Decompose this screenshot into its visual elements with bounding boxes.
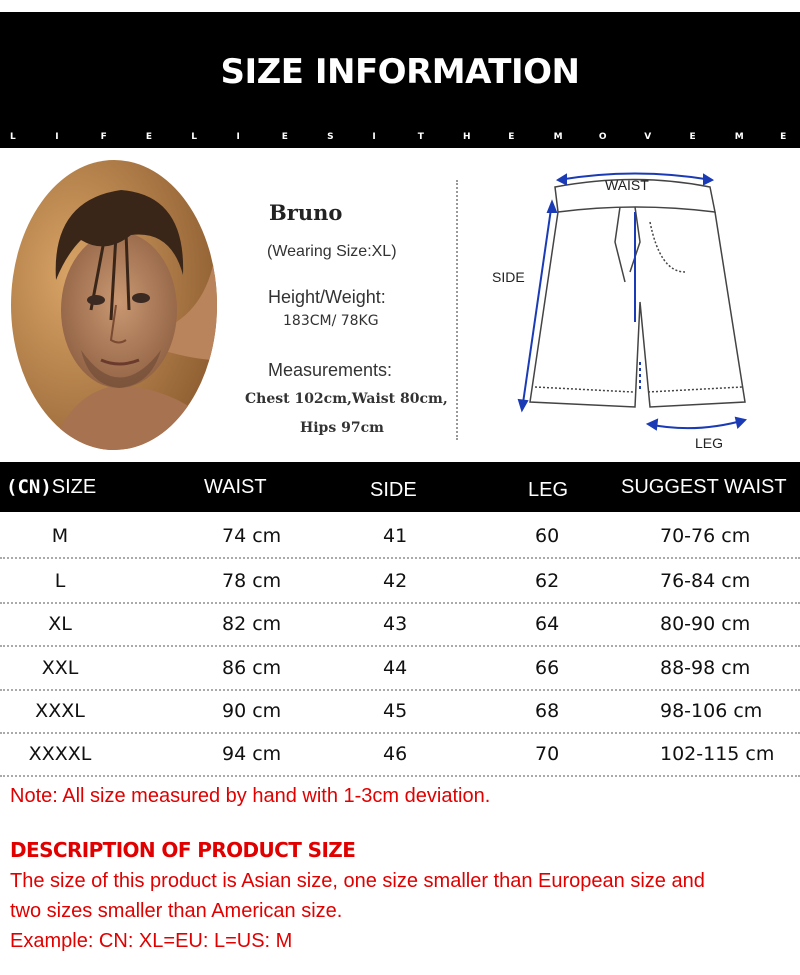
- cell-waist: 86 cm: [222, 657, 282, 679]
- waist-label: WAIST: [605, 177, 649, 193]
- description-line-2: two sizes smaller than American size.: [10, 900, 343, 922]
- cell-side: 45: [383, 700, 408, 722]
- row-separator: [0, 775, 800, 777]
- cell-side: 42: [383, 570, 408, 592]
- table-row: [0, 560, 800, 604]
- tagline-letter: F: [100, 132, 107, 142]
- cell-leg: 64: [535, 613, 560, 635]
- cell-side: 46: [383, 743, 408, 765]
- page-title: SIZE INFORMATION: [220, 52, 580, 92]
- tagline-letter: M: [734, 132, 744, 142]
- measurements-label: Measurements:: [268, 360, 393, 380]
- measurement-note: Note: All size measured by hand with 1-3cm deviation.: [10, 785, 491, 807]
- cell-suggest-waist: 80-90 cm: [660, 613, 751, 635]
- header-waist: WAIST: [204, 476, 267, 498]
- leg-arrow: [648, 420, 745, 428]
- cell-side: 44: [383, 657, 408, 679]
- cell-size: XL: [48, 613, 72, 635]
- cell-waist: 90 cm: [222, 700, 282, 722]
- side-label: SIDE: [492, 269, 525, 285]
- cell-waist: 82 cm: [222, 613, 282, 635]
- cell-waist: 78 cm: [222, 570, 282, 592]
- cell-leg: 70: [535, 743, 560, 765]
- cell-leg: 66: [535, 657, 560, 679]
- tagline-letter: L: [10, 132, 16, 142]
- measurements-line-2: Hips 97cm: [300, 420, 384, 436]
- cell-suggest-waist: 88-98 cm: [660, 657, 751, 679]
- tagline-letter: E: [689, 132, 696, 142]
- model-photo-illustration: [11, 160, 217, 450]
- wearing-size: (Wearing Size:XL): [267, 243, 397, 260]
- cell-suggest-waist: 102-115 cm: [660, 743, 775, 765]
- height-weight-value: 183CM/ 78KG: [283, 313, 379, 329]
- cell-suggest-waist: 76-84 cm: [660, 570, 751, 592]
- header-cn: (CN): [6, 476, 52, 498]
- row-separator: [0, 557, 800, 559]
- header-leg: LEG: [528, 479, 569, 501]
- cell-size: XXXXL: [28, 743, 92, 765]
- cell-size: M: [51, 525, 69, 547]
- tagline-letter: O: [598, 132, 607, 142]
- tagline-letter: S: [327, 132, 334, 142]
- tagline-letter: L: [191, 132, 197, 142]
- height-weight-label: Height/Weight:: [268, 287, 386, 307]
- cell-waist: 74 cm: [222, 525, 282, 547]
- tagline-letter: I: [55, 132, 59, 142]
- tagline-letter: I: [372, 132, 376, 142]
- side-arrow: [522, 202, 552, 410]
- cell-suggest-waist: 98-106 cm: [660, 700, 763, 722]
- model-portrait: [11, 160, 217, 450]
- tagline-letter: H: [463, 132, 471, 142]
- model-name: Bruno: [269, 200, 343, 225]
- cell-side: 41: [383, 525, 408, 547]
- tagline-letter: I: [236, 132, 240, 142]
- vertical-divider: [456, 180, 458, 440]
- header-size: [6, 476, 96, 499]
- description-title: DESCRIPTION OF PRODUCT SIZE: [10, 838, 356, 862]
- header-side: SIDE: [370, 479, 417, 501]
- table-row: [0, 603, 800, 647]
- tagline-letter: E: [780, 132, 787, 142]
- tagline-letter: T: [417, 132, 424, 142]
- tagline-letters: [0, 132, 800, 146]
- cell-leg: 68: [535, 700, 560, 722]
- tagline-letter: M: [553, 132, 563, 142]
- leg-label: LEG: [695, 435, 724, 451]
- cell-leg: 60: [535, 525, 560, 547]
- shorts-diagram: [470, 162, 790, 452]
- cell-leg: 62: [535, 570, 560, 592]
- table-row: [0, 647, 800, 691]
- cell-size: L: [54, 570, 66, 592]
- cell-size: XXL: [41, 657, 79, 679]
- tagline-letter: V: [644, 132, 652, 142]
- header-size-text: SIZE: [51, 476, 97, 498]
- measurements-line-1: Chest 102cm,Waist 80cm,: [245, 391, 448, 407]
- table-row: [0, 733, 800, 777]
- table-row: [0, 515, 800, 559]
- shorts-outline: [530, 212, 745, 407]
- cell-waist: 94 cm: [222, 743, 282, 765]
- description-line-3: Example: CN: XL=EU: L=US: M: [10, 930, 293, 952]
- cell-side: 43: [383, 613, 408, 635]
- tagline-letter: E: [145, 132, 153, 142]
- header-suggest-waist: SUGGEST WAIST: [621, 476, 787, 498]
- cell-size: XXXL: [35, 700, 85, 722]
- table-row: [0, 690, 800, 734]
- tagline-letter: E: [508, 132, 515, 142]
- cell-suggest-waist: 70-76 cm: [660, 525, 751, 547]
- tagline-letter: E: [281, 132, 288, 142]
- description-line-1: The size of this product is Asian size, one size smaller than European size and: [10, 870, 705, 892]
